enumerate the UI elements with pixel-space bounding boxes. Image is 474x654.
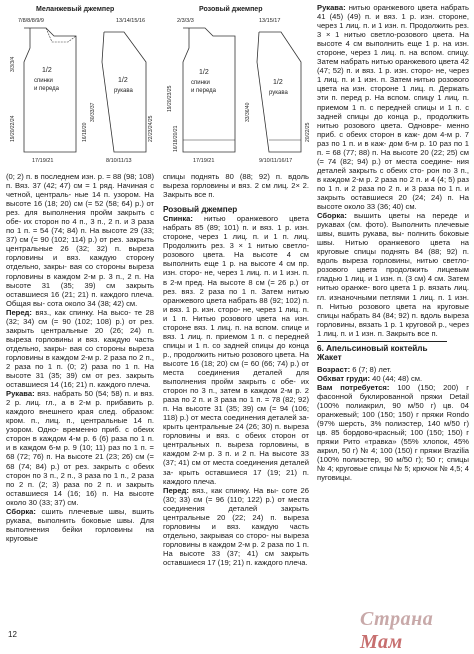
column-2 [163,172,309,567]
paragraph-back-cont: (0; 2) п. в последнем изн. р. = 88 (98; 108) п. Вяз. 37 (42; 47) см = 1 ряд. Начиная с четной, централь- ные 14 п. узором. На высоте 16 (18; 20) см (= 52 (58; 64) р.) от рез. для выполнения пройм закрыть с обе- их сторон по 4 п., 3 п., 2 п. и 3 раза по 1 п. = 54 (74; 84) п. На высоте 29 (33; 37) см (= 90 (102; 114) р.) от рез. закрыть центральные 26 (32; 32) п. выреза горловины и вяз. каждую сторону отдельно, закры- вая со стороны выреза горловины в каждом 2-м р. 3 п., 2 п. На высоте 31 (35; 39) см закрыть оставшиеся 16 (21; 21) п. каждого плеча. Общая вы- сота около 34 (38; 42) см. [6,172,154,308]
page-number: 12 [8,630,17,639]
label-front: Перед: [163,485,189,495]
label-assembly: Сборка: [6,506,36,516]
column-1 [6,172,154,543]
dim-bottom-body: 17/19/21 [193,158,215,164]
paragraph-front: Перед: вяз., как спинку. На вы- соте 26 (30; 33) см (= 96 (110; 122) р.) от места соединения деталей закрыть центральные 20 (22; 24) п. выреза горловины и вяз. каждую часть отдельно, закрывая со сторо- ны выреза горловины в каждом 2-м р. 2 раза по 1 п. На высоте 33 (37; 41) см закрыть оставшиеся 17 (19; 21) п. каждого плеча. [163,485,309,567]
sleeve-label: рукава [269,90,288,96]
label-assembly: Сборка: [317,211,347,221]
sleeve-half: 1/2 [118,77,128,84]
sleeve-half: 1/2 [273,79,283,86]
v-left-1: 3/3/3/4 [10,56,16,72]
label-back: Спинка: [163,214,193,224]
paragraph-sleeves: Рукава: вяз. набрать 50 (54; 58) п. и вяз. 2 р. лиц. гл., а в 2-м р. прибавить р. каждого внешнего края след. образом: кром. п., лиц. п., центральные 14 п. узором. Одно- временно приб. с обеих сторон в каждом 4-м р. 6 (6) раза по 1 п. и в каждом 6-м р. 9 (10; 11) раз по 1 п. = 68 (72; 76) п. На высоте 21 (23; 26) см (= 68 (74; 84) р.) от рез. закрыть с обеих сторон по 3 п., 2 п., 3 раза по 1 п., 2 раза по 2 п. (2; 3) раза по 2 п. и закрыть оставшиеся 14 (16; 16) п. На высоте около 30 (33; 37) см. [6,389,154,507]
body-label-2: и переда [191,88,216,94]
dim-top-left: 7/8/8/8/9/9 [18,18,44,24]
v-left-1: 19/20/23/25 [167,85,173,112]
v-left-2: 19/20/22/24 [10,115,16,142]
paragraph-age: Возраст: 6 (7; 8) лет. [317,364,392,374]
schema-pink-jumper [163,2,313,172]
dim-bottom-sleeve: 8/10/11/13 [106,158,132,164]
schema-title: Розовый джемпер [199,6,263,13]
sleeve-label: рукава [114,88,133,94]
v-sleeve-1: 22/23/24/25 [148,115,154,142]
section-title-pink: Розовый джемпер [163,205,238,215]
half-label: 1/2 [199,69,209,76]
paragraph-neckband: спицы поднять 80 (88; 92) п. вдоль выреза горловины и вяз. 2 см лиц. 2× 2. Закрыть все п. [163,172,309,200]
dim-bottom-body: 17/19/21 [32,158,54,164]
body-label-2: и переда [34,86,59,92]
paragraph-sleeves: Рукава: нитью оранжевого цвета набрать 41 (45) (49) п. и вяз. 1 р. изн. стороне, через 1 лиц. п. и 1 изн. п. Продолжить рез. 3 × 1 нитью светло-розового цвета. На высоте 4 см выполнить еще 1 р. на изн. стороне, через 1 лиц. п. на вспом. спицу. Затем набрать нитью оранжевого цвета 42 (47; 52) п. и вяз. 1 р. изн. сторо- не, через 1 лиц. п. и 1 изн. п. Затем нитью розового цвета на изн. стороне 1 лиц. п. Держать эти п. перед р. На вспом. спицу 1 лиц. п. приемом 1 п. с передней спицы и 1 п. с задней спицы до конца р., продолжить нитью розового цвета. Одновре- менно приб. с обеих сторон в каж- дом 4-м р. 7 раз по 1 п. и в каж- дом 6-м р. 10 раз по 1 п. = 68 (77; 88) п. На высоте 20 (22; 25) см (= 74 (82; 94) р.) от места соедине- ния деталей закрыть с обеих сто- рон по 3 п., в каждом 2-м р. 2 раза по 2 п. и 4 (4; 5) раз по 1 п. и 2 раза по 2 п. и 3 раза по 1 п. и закрыть оставшиеся 20 (24; 24) п. На высоте около 33 (36; 40) см. [317,3,469,212]
paragraph-assembly: Сборка: вышить цветы на переде и рукавах (см. фото). Выполнить плечевые швы, вшить рукава, вы- полнить боковые швы. Нитью оранжевого цвета на круговые спицы поднять 84 (88; 92) п. вдоль выреза горловины, нитью светло-розового цвета продолжить лицевым гладью 1 лиц. и 1 изн. п. (3 см) 4 см. Затем нитью оранже- вого цвета 1 р. вязать лиц. гл. изнаночными петлями 1 лиц. п. 1 изн. п. Нитью розового цвета на круговые спицы набрать 84 (84; 92) п. вдоль выреза горловины, вязать 1 р. 1 круговой р., через 1 лиц. п. и 1 изн. п. Закрыть все п. [317,211,469,338]
column-3 [317,3,469,482]
v-sleeve-1: 20/22/25 [305,122,311,142]
dim-bottom-sleeve: 9/10/11/16/17 [259,158,293,164]
dim-top-right: 13/15/17 [259,18,281,24]
paragraph-chest: Обхват груди: 40 (44; 48) см. [317,373,423,383]
label-front: Перед: [6,307,32,317]
schema-melange-jumper [6,2,156,172]
v-left-2: 16/18/20/21 [173,125,179,152]
dim-top-right: 13/14/15/16 [116,18,146,24]
section-title-orange: 6. Апельсиновый коктейль [317,343,428,353]
body-label-1: спинки [191,80,210,86]
section-divider [317,341,447,342]
v-mid: 16/18/20 [82,122,88,142]
label-sleeves: Рукава: [317,3,346,12]
v-right-1: 33/36/40 [245,102,251,122]
watermark: Страна Мам [360,608,434,653]
v-right-1: 30/33/37 [90,102,96,122]
label-sleeves: Рукава: [6,389,35,399]
paragraph-assembly: Сборка: сшить плечевые швы, вшить рукава, выполнить боковые швы. Для выполнения бейки горловины на круговые [6,506,154,543]
body-label-1: спинки [34,78,53,84]
half-label: 1/2 [42,67,52,74]
paragraph-back: Спинка: нитью оранжевого цвета набрать 85 (89; 101) п. и вяз. 1 р. изн. стороне, через 1 лиц. п. и 1 п. лиц. Продолжить рез. 3 × 1 нитью светло-розового цвета. На высоте 4 см выполнить еще 1 р. на высоте 4 см пр. изн. сторо- не, через 1 лиц. п. и 1 изн. п. в 2-м пред. На высоте 8 см (= 26 р.) от рез. вяз. 2 раза по 1 п. Затем нитью оранжевого цвета набрать 88 (92; 102) п. и вяз. 1 р. изн. сторо- не, через 1 лиц. п. и 1 п. Нитью розового цвета на изн. стороне вяз. 1 лиц. п. на вспом. спице и вяз. 1 лиц. п. приемом 1 п. с передней спицы и 1 п. со задней спицы до конца р., продолжить нитью розового цвета. На высоте 16 (18; 20) см (= 60 (66; 74) р.) от места соединения деталей для выполнения пройм закрыть с обе- их сторон по 3 п., затем в каждом 2-м р. 2 раза по 2 п. и 3 раза по 1 п. = 78 (82; 92) п. На высоте 31 (35; 39) см (= 94 (106; 118) р.) от места соединения деталей за- крыть центральные 24 (26; 30) п. выреза горловины и вяз. с обеих сторон от центральных п. выреза горловины, в каждом 2-м р. 3 п. и 2 п. На высоте 33 (37; 41) см от места соединения деталей за- крыть оставшиеся 17 (19; 21) п. каждого плеча. [163,214,309,486]
schema-title: Меланжевый джемпер [36,6,115,13]
section-subtitle: Жакет [317,352,342,362]
dim-top-left: 2/3/3/3 [177,18,194,24]
paragraph-materials: Вам потребуется: 100 (150; 200) г фасонной буклированной пряжи Detail (100% полиакрил, 90 м/50 г) цв. 04 оранжевый; 100 (150; 150) г пряжи Rondo (97% шерсть, 3% полиэстер, 140 м/50 г) цв. 85 бордово-красный; 100 (150; 150) г пряжи Рито «травка» (55% хлопок, 45% акрил, 50 г) № 4; 100 (150) г пряжи Brazilia (100% полиэстер, 90 м/50 г); 50 г; спицы № 4; круговые спицы № 5; крючок № 4,5; 4 пуговицы. [317,382,470,483]
paragraph-front: Перед: вяз., как спинку. На высо- те 28 (32; 34) см (= 90 (102; 108) р.) от рез. закрыть центральные 20 (26; 24) п. выреза горловины и вяз. каждую часть отдельно, закры- вая со стороны выреза горловины в каждом 2-м р. 2 раза по 2 п., 2 раза по 1 п. (0; 2) раза по 1 п. На высоте 31 (35; 39) см от рез. закрыть оставшиеся 14 (16; 21) п. каждого плеча. [6,307,154,390]
